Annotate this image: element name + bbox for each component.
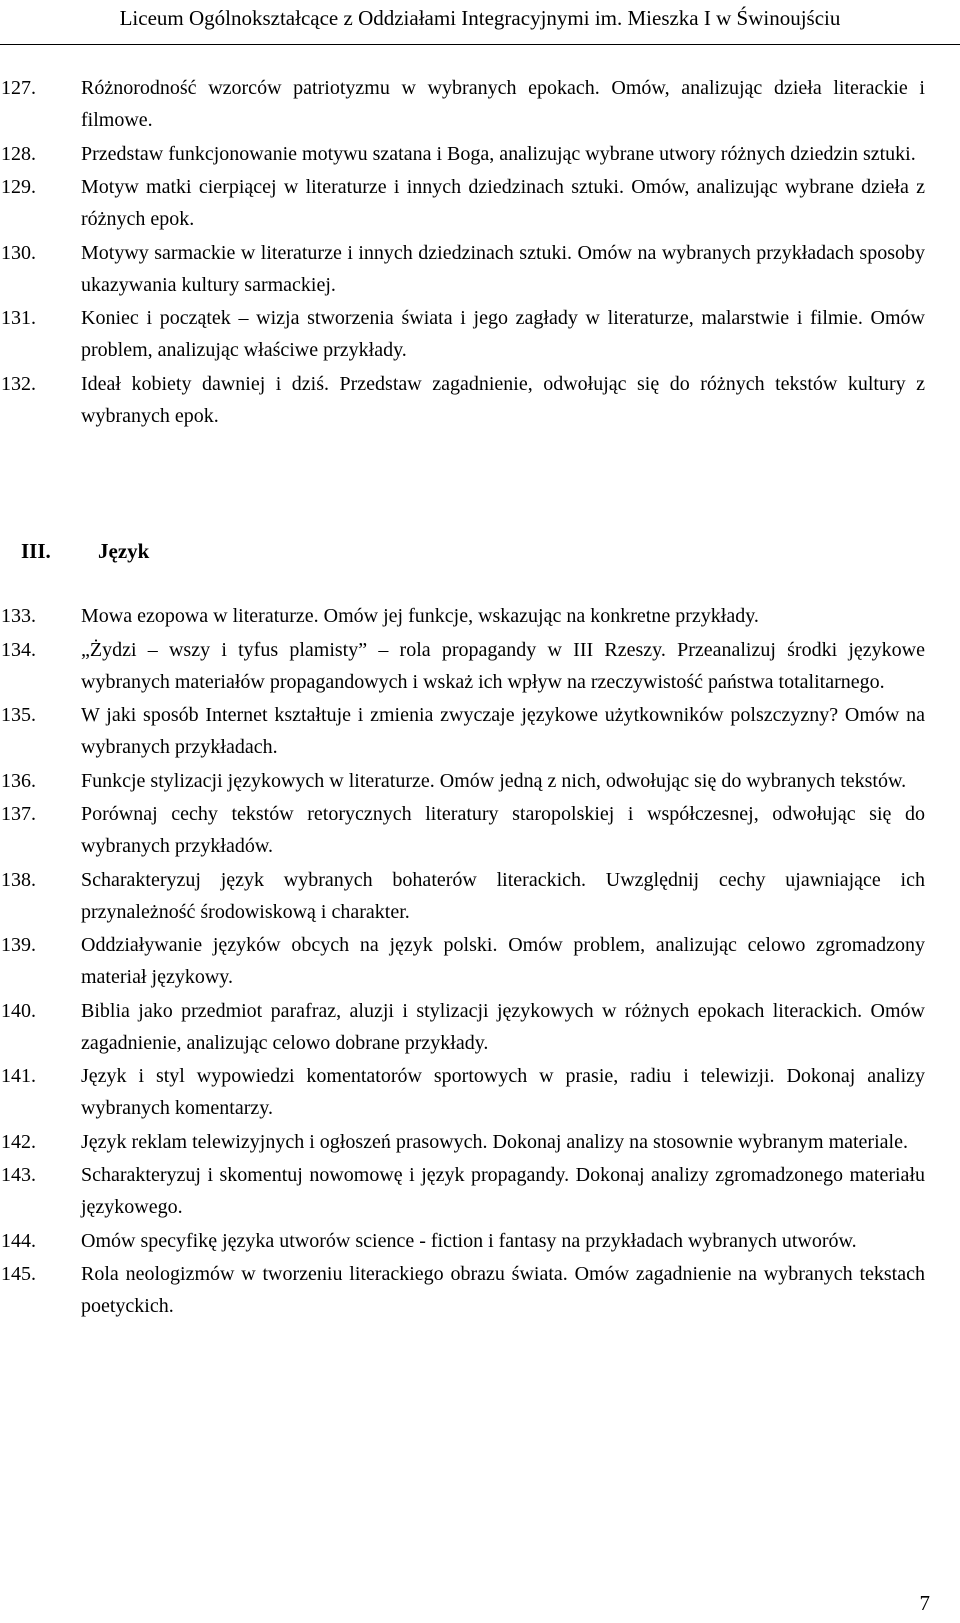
list-item <box>0 864 960 928</box>
item-number: 140. <box>1 999 36 1022</box>
item-number: 135. <box>1 704 36 726</box>
item-text: Różnorodność wzorców patriotyzmu w wybranych epokach. Omów, analizując dzieła literackie i filmowe. <box>81 77 925 131</box>
item-text: Mowa ezopowa w literaturze. Omów jej funkcje, wskazując na konkretne przykłady. <box>81 605 759 627</box>
item-number: 128. <box>1 142 36 165</box>
item-text: Biblia jako przedmiot parafraz, aluzji i stylizacji językowych w różnych epokach literackich. Omów zagadnienie, analizując celowo dobrane przykłady. <box>81 999 925 1054</box>
item-number: 144. <box>1 1229 36 1252</box>
list-item <box>0 1126 960 1158</box>
item-text: „Żydzi – wszy i tyfus plamisty” – rola propagandy w III Rzeszy. Przeanalizuj środki językowe wybranych materiałów propagandowych i wskaż ich wpływ na rzeczywistość państwa totalitarnego. <box>81 638 925 693</box>
item-text: Motyw matki cierpiącej w literaturze i innych dziedzinach sztuki. Omów, analizując wybrane dzieła z różnych epok. <box>81 176 925 230</box>
item-number: 139. <box>1 934 36 956</box>
list-item <box>0 368 960 432</box>
item-text: Język reklam telewizyjnych i ogłoszeń prasowych. Dokonaj analizy na stosownie wybranym materiale. <box>81 1130 908 1153</box>
page-header-title: Liceum Ogólnokształcące z Oddziałami Integracyjnymi im. Mieszka I w Świnoujściu <box>119 6 841 30</box>
list-item <box>0 1060 960 1124</box>
item-number: 141. <box>1 1065 36 1087</box>
item-number: 138. <box>1 868 36 891</box>
list-item <box>0 138 960 170</box>
list-item <box>0 798 960 862</box>
item-number: 129. <box>1 176 36 198</box>
header-divider <box>0 44 960 45</box>
list-item <box>0 929 960 993</box>
item-number: 133. <box>1 605 36 627</box>
list-item <box>0 72 960 136</box>
list-item <box>0 171 960 235</box>
list-item <box>0 1225 960 1257</box>
item-text: Koniec i początek – wizja stworzenia świata i jego zagłady w literaturze, malarstwie i filmie. Omów problem, analizując właściwe przykłady. <box>81 307 925 361</box>
item-number: 145. <box>1 1263 36 1285</box>
item-text: Przedstaw funkcjonowanie motywu szatana i Boga, analizując wybrane utwory różnych dziedzin sztuki. <box>81 142 916 165</box>
topic-list-language <box>0 600 960 1324</box>
item-text: Rola neologizmów w tworzeniu literackiego obrazu świata. Omów zagadnienie na wybranych tekstach poetyckich. <box>81 1263 925 1317</box>
section-title: Język <box>98 539 150 563</box>
item-number: 136. <box>1 769 36 792</box>
list-item <box>0 995 960 1059</box>
list-item <box>0 699 960 763</box>
item-number: 142. <box>1 1130 36 1153</box>
item-number: 143. <box>1 1164 36 1186</box>
list-item <box>0 765 960 797</box>
item-text: Oddziaływanie języków obcych na język polski. Omów problem, analizując celowo zgromadzony materiał językowy. <box>81 934 925 988</box>
item-number: 134. <box>1 638 36 661</box>
item-number: 137. <box>1 803 36 825</box>
item-number: 132. <box>1 372 36 395</box>
item-text: Język i styl wypowiedzi komentatorów sportowych w prasie, radiu i telewizji. Dokonaj analizy wybranych komentarzy. <box>81 1065 925 1119</box>
item-text: Motywy sarmackie w literaturze i innych dziedzinach sztuki. Omów na wybranych przykładach sposoby ukazywania kultury sarmackiej. <box>81 241 925 296</box>
list-item <box>0 634 960 698</box>
item-text: Funkcje stylizacji językowych w literaturze. Omów jedną z nich, odwołując się do wybranych tekstów. <box>81 769 907 792</box>
item-text: Scharakteryzuj język wybranych bohaterów literackich. Uwzględnij cechy ujawniające ich przynależność środowiskową i charakter. <box>81 868 925 923</box>
item-number: 127. <box>1 77 36 99</box>
list-item <box>0 237 960 301</box>
list-item <box>0 302 960 366</box>
topic-list-literature <box>0 72 960 433</box>
section-number: III. <box>21 539 51 563</box>
list-item <box>0 1258 960 1322</box>
item-text: W jaki sposób Internet kształtuje i zmienia zwyczaje językowe użytkowników polszczyzny? Omów na wybranych przykładach. <box>81 704 925 758</box>
page-number: 7 <box>919 1591 930 1615</box>
item-number: 130. <box>1 241 36 264</box>
item-number: 131. <box>1 307 36 329</box>
item-text: Porównaj cechy tekstów retorycznych literatury staropolskiej i współczesnej, odwołując się do wybranych przykładów. <box>81 803 925 857</box>
item-text: Scharakteryzuj i skomentuj nowomowę i język propagandy. Dokonaj analizy zgromadzonego materiału językowego. <box>81 1164 925 1218</box>
item-text: Ideał kobiety dawniej i dziś. Przedstaw zagadnienie, odwołując się do różnych tekstów kultury z wybranych epok. <box>81 372 925 427</box>
list-item <box>0 1159 960 1223</box>
item-text: Omów specyfikę języka utworów science - fiction i fantasy na przykładach wybranych utworów. <box>81 1229 857 1252</box>
list-item <box>0 600 960 632</box>
